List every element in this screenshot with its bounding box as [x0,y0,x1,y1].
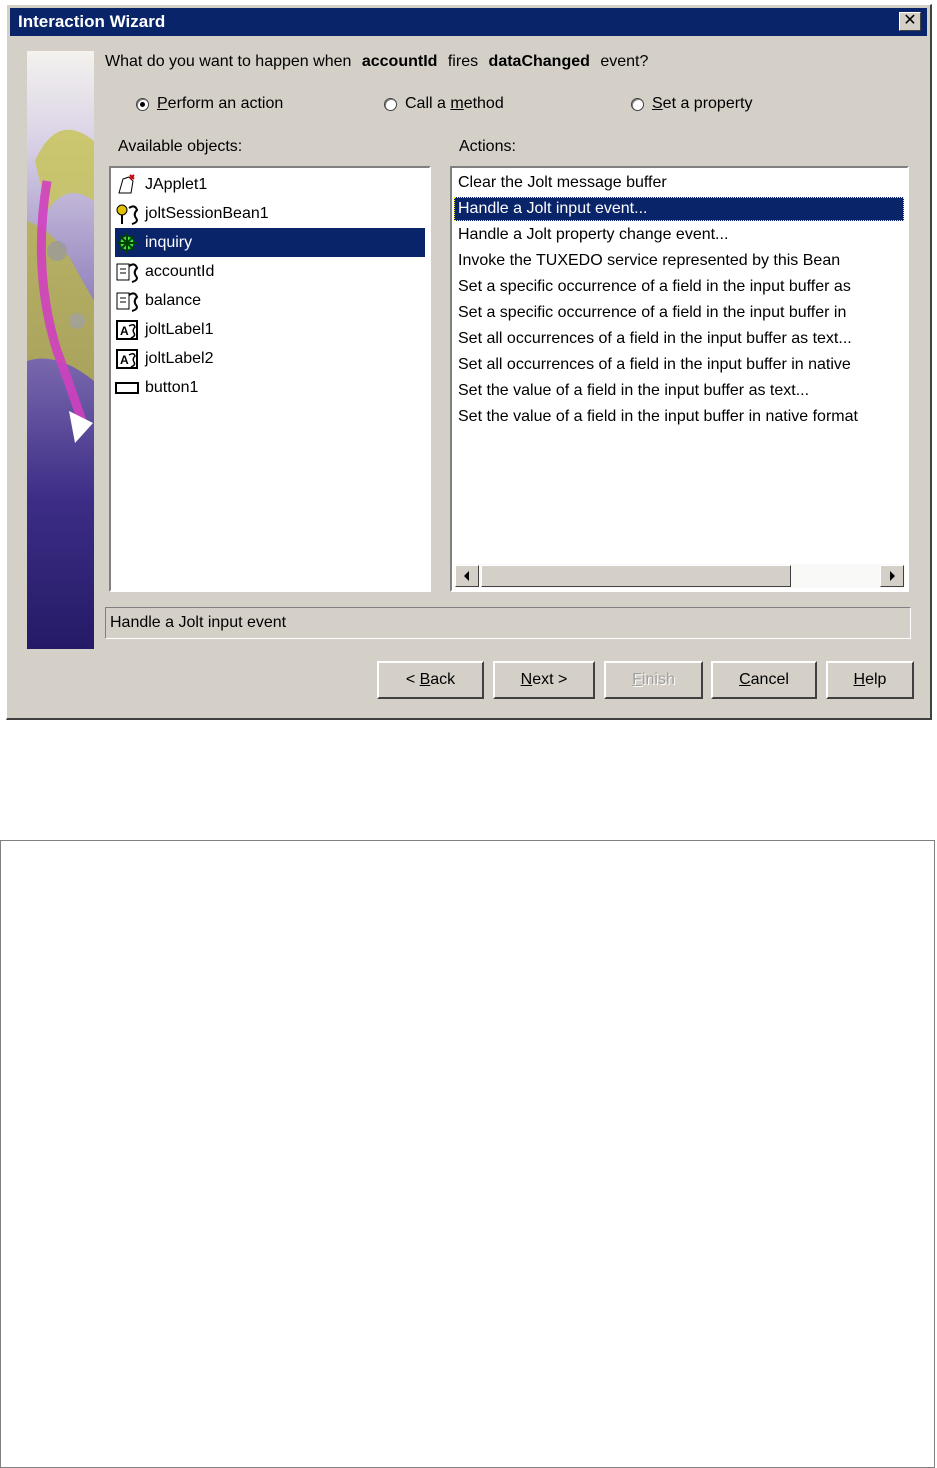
question-suffix: event? [600,53,649,70]
radio-set-property[interactable] [631,95,753,113]
list-item-joltlabel2[interactable] [115,344,425,373]
svg-text:A: A [120,323,129,338]
question-source: accountId [361,53,438,70]
label-bean-icon [115,318,141,342]
action-item[interactable]: Invoke the TUXEDO service represented by this Bean [458,252,841,269]
radio-label: Set a property [652,95,753,112]
list-item-joltsessionbean1[interactable] [115,199,425,228]
action-item[interactable]: Set all occurrences of a field in the input buffer in native [458,356,851,373]
action-item-selected[interactable]: Handle a Jolt input event... [454,197,904,221]
action-item[interactable]: Clear the Jolt message buffer [458,174,667,191]
action-item[interactable]: Handle a Jolt property change event... [458,226,729,243]
label-bean-icon [115,347,141,371]
field-bean-icon [115,260,141,284]
action-item[interactable]: Set the value of a field in the input buffer in native format [458,408,858,425]
action-item[interactable]: Set a specific occurrence of a field in the input buffer in [458,304,847,321]
list-item-accountid[interactable] [115,257,425,286]
cancel-button[interactable]: Cancel [711,661,817,699]
radio-circle-checked-icon[interactable] [136,98,149,111]
applet-icon [115,173,141,197]
radio-circle-icon[interactable] [384,98,397,111]
empty-frame [0,840,935,1468]
interaction-wizard-dialog [6,4,932,720]
horizontal-scrollbar[interactable] [454,564,905,588]
svg-text:A: A [120,352,129,367]
radio-label: Perform an action [157,95,284,112]
list-item-inquiry[interactable] [115,228,425,257]
list-item-label: JApplet1 [145,175,208,193]
question-text [105,53,648,71]
arrow-right-icon [881,566,903,586]
list-item-label: joltLabel1 [145,320,214,338]
scroll-right-button[interactable] [880,565,904,587]
available-objects-label: Available objects: [118,138,243,155]
arrow-left-icon [456,566,478,586]
finish-button[interactable]: Finish [604,661,703,699]
list-item-label: joltSessionBean1 [145,204,269,222]
radio-call-method[interactable] [384,95,504,113]
back-button[interactable]: < Back [377,661,484,699]
list-item-button1[interactable] [115,373,425,402]
list-item-joltlabel1[interactable] [115,315,425,344]
window-title: Interaction Wizard [18,12,166,31]
actions-label: Actions: [459,138,516,155]
action-item[interactable]: Set the value of a field in the input buffer as text... [458,382,810,399]
field-bean-icon [115,289,141,313]
list-item-label: accountId [145,262,215,280]
wizard-side-graphic [27,51,94,649]
help-button[interactable]: Help [826,661,914,699]
scrollbar-thumb[interactable] [481,565,791,587]
description-field: Handle a Jolt input event [105,607,911,639]
question-prefix: What do you want to happen when [105,53,352,70]
close-button[interactable] [899,12,921,31]
next-button[interactable]: Next > [493,661,595,699]
list-item-balance[interactable] [115,286,425,315]
action-item[interactable]: Set all occurrences of a field in the input buffer as text... [458,330,852,347]
question-middle: fires [447,53,479,70]
question-event: dataChanged [488,53,590,70]
title-bar[interactable] [10,8,927,36]
radio-circle-icon[interactable] [631,98,644,111]
list-item-label: joltLabel2 [145,349,214,367]
action-item[interactable]: Set a specific occurrence of a field in the input buffer as [458,278,851,295]
list-item-label: balance [145,291,202,309]
available-objects-list[interactable] [109,166,431,592]
radio-perform-action[interactable] [136,95,283,113]
list-item-japplet1[interactable] [115,170,425,199]
scroll-left-button[interactable] [455,565,479,587]
list-item-label: inquiry [145,233,193,251]
actions-list[interactable] [450,166,909,592]
service-bean-icon [115,231,141,255]
list-item-label: button1 [145,378,199,396]
session-bean-icon [115,202,141,226]
close-icon: ✕ [903,12,917,29]
radio-label: Call a method [405,95,504,112]
button-icon [115,376,141,400]
